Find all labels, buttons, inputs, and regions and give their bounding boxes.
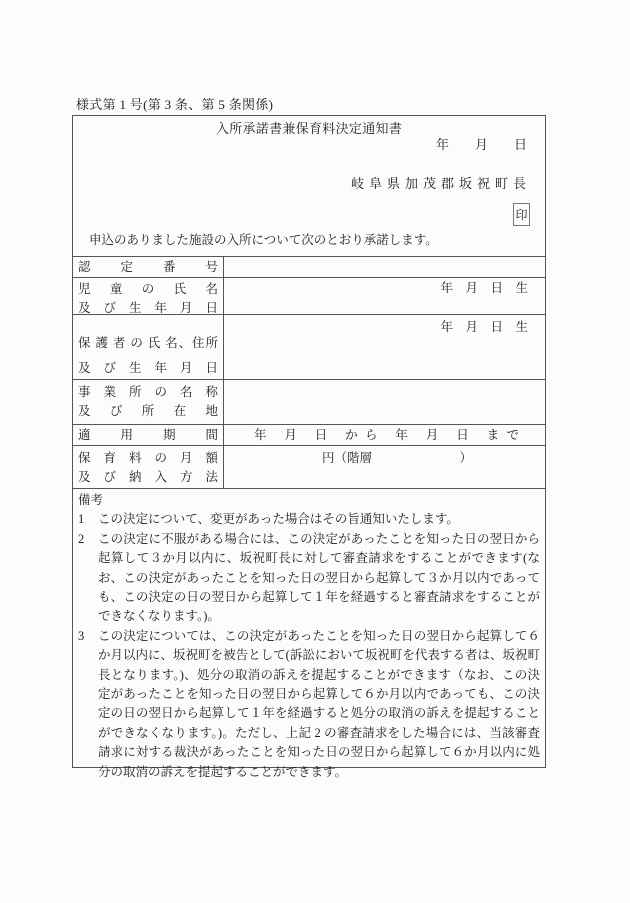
remarks-heading: 備考 — [78, 493, 104, 507]
document-box — [72, 115, 546, 779]
guardian-birthdate-placeholder: 年 月 日 生 — [440, 320, 528, 334]
facility-label-line2: 及 び 所 在 地 — [78, 404, 218, 418]
addressee-line: 岐阜県加茂郡坂祝町長 — [350, 176, 531, 191]
child-name-label-line1: 児 童 の 氏 名 — [78, 282, 218, 296]
facility-label-cell — [73, 380, 224, 424]
decision-table — [73, 256, 545, 779]
table-row-facility — [73, 380, 545, 425]
remarks-section — [73, 489, 545, 782]
table-row-childcare-fee — [73, 446, 545, 489]
guardian-label-cell — [73, 315, 224, 379]
intro-text: 申込のありました施設の入所について次のとおり承諾します。 — [89, 233, 438, 247]
facility-value — [224, 380, 545, 424]
certification-number-label-cell — [73, 257, 224, 277]
certification-number-value — [224, 257, 545, 277]
period-dates-placeholder: 年 月 日 から 年 月 日 まで — [254, 428, 519, 442]
table-row-certification-number — [73, 257, 545, 278]
fee-label-line1: 保 育 料 の 月 額 — [78, 451, 218, 465]
fee-label-line2: 及 び 納 入 方 法 — [78, 470, 218, 484]
fee-label-cell — [73, 446, 224, 488]
period-label-cell — [73, 425, 224, 445]
table-row-guardian — [73, 315, 545, 380]
form-number-label: 様式第 1 号(第 3 条、第 5 条関係) — [76, 97, 274, 112]
child-name-label-line2: 及 び 生 年 月 日 — [78, 301, 218, 315]
document-title: 入所承諾書兼保育料決定通知書 — [215, 121, 403, 136]
fee-value — [224, 446, 545, 488]
remark-text: この決定については、この決定があったことを知った日の翌日から起算して６か月以内に、坂祝町を被告として(訴訟において坂祝町を代表する者は、坂祝町長となります。)、処分の取消の訴えを提起することができます（なお、この決定があったことを知った日の翌日から起算して６か月以内であっても、この決定の日の翌日から起算して１年を経過すると処分の取消の訴えを提起することができなくなります。)。ただし、上記 2 の審査請求をした場合には、当該審査請求に対する裁決があったことを知った日の翌日から起算して６か月以内に処分の取消の訴えを提起することができます。 — [98, 628, 540, 779]
fee-amount-placeholder: 円（階層 ） — [322, 451, 473, 465]
guardian-label-line2: 及 び 生 年 月 日 — [78, 361, 218, 375]
guardian-label-line1: 保 護 者 の 氏 名、住所 — [78, 336, 218, 350]
child-name-value — [224, 278, 545, 314]
remark-text: この決定について、変更があった場合はその旨通知いたします。 — [98, 512, 459, 527]
seal-box — [513, 203, 530, 226]
child-name-label-cell — [73, 278, 224, 314]
period-label: 適 用 期 間 — [78, 428, 218, 442]
remark-text: この決定に不服がある場合には、この決定があったことを知った日の翌日から起算して３か月以内に、坂祝町長に対して審査請求をすることができます(なお、この決定があったことを知った日の翌日から起算して３か月以内であっても、この決定の日の翌日から起算して１年を経過すると審査請求をすることができなくなります。)。 — [98, 531, 540, 624]
date-line: 年 月 日 — [435, 137, 527, 152]
remark-number: 3 — [78, 628, 85, 643]
remark-item-2 — [77, 530, 542, 627]
facility-label-line1: 事 業 所 の 名 称 — [78, 385, 218, 399]
table-row-child-name — [73, 278, 545, 315]
remark-item-1 — [77, 510, 542, 529]
certification-number-label: 認 定 番 号 — [78, 260, 218, 274]
remark-item-3 — [77, 627, 542, 782]
seal-label: 印 — [515, 208, 528, 222]
period-value — [224, 425, 545, 445]
remark-number: 2 — [78, 531, 85, 546]
remark-number: 1 — [78, 512, 85, 527]
guardian-value — [224, 315, 545, 379]
table-row-applicable-period — [73, 425, 545, 446]
child-birthdate-placeholder: 年 月 日 生 — [440, 281, 528, 295]
